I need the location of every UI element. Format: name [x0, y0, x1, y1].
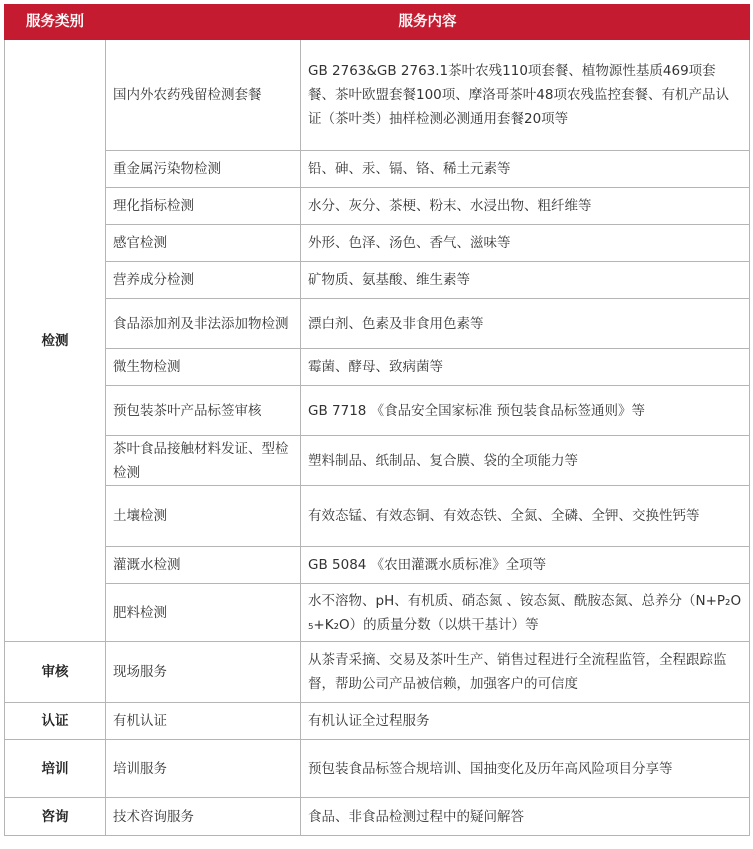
- category-training: 培训: [5, 740, 106, 798]
- service-table: [4, 4, 750, 836]
- service-content: 矿物质、氨基酸、维生素等: [301, 262, 750, 299]
- service-content: GB 7718 《食品安全国家标准 预包装食品标签通则》等: [301, 386, 750, 436]
- table-row: [5, 40, 750, 151]
- service-item: 预包装茶叶产品标签审核: [106, 386, 301, 436]
- table-row: [5, 740, 750, 798]
- header-content: 服务内容: [106, 5, 750, 40]
- table-header-row: [5, 5, 750, 40]
- service-item: 技术咨询服务: [106, 798, 301, 836]
- table-row: [5, 436, 750, 486]
- service-content: 有机认证全过程服务: [301, 703, 750, 740]
- table-row: [5, 262, 750, 299]
- table-row: [5, 584, 750, 642]
- service-content: 食品、非食品检测过程中的疑问解答: [301, 798, 750, 836]
- table-row: [5, 486, 750, 547]
- service-item: 茶叶食品接触材料发证、型检检测: [106, 436, 301, 486]
- service-item: 感官检测: [106, 225, 301, 262]
- category-testing: 检测: [5, 40, 106, 642]
- service-content: 水分、灰分、茶梗、粉末、水浸出物、粗纤维等: [301, 188, 750, 225]
- service-item: 灌溉水检测: [106, 547, 301, 584]
- table-row: [5, 299, 750, 349]
- service-content: GB 5084 《农田灌溉水质标准》全项等: [301, 547, 750, 584]
- table-row: [5, 642, 750, 703]
- service-item: 食品添加剂及非法添加物检测: [106, 299, 301, 349]
- service-item: 国内外农药残留检测套餐: [106, 40, 301, 151]
- service-content: 预包装食品标签合规培训、国抽变化及历年高风险项目分享等: [301, 740, 750, 798]
- service-item: 重金属污染物检测: [106, 151, 301, 188]
- category-consulting: 咨询: [5, 798, 106, 836]
- service-content: 从茶青采摘、交易及茶叶生产、销售过程进行全流程监管，全程跟踪监督，帮助公司产品被信赖，加强客户的可信度: [301, 642, 750, 703]
- service-item: 理化指标检测: [106, 188, 301, 225]
- table-row: [5, 703, 750, 740]
- service-item: 有机认证: [106, 703, 301, 740]
- service-item: 微生物检测: [106, 349, 301, 386]
- category-audit: 审核: [5, 642, 106, 703]
- service-content: 霉菌、酵母、致病菌等: [301, 349, 750, 386]
- table-row: [5, 151, 750, 188]
- service-content: GB 2763&GB 2763.1茶叶农残110项套餐、植物源性基质469项套餐、茶叶欧盟套餐100项、摩洛哥茶叶48项农残监控套餐、有机产品认证（茶叶类）抽样检测必测通用套餐20项等: [301, 40, 750, 151]
- service-content: 漂白剂、色素及非食用色素等: [301, 299, 750, 349]
- service-item: 肥料检测: [106, 584, 301, 642]
- category-certification: 认证: [5, 703, 106, 740]
- table-row: [5, 798, 750, 836]
- service-item: 营养成分检测: [106, 262, 301, 299]
- table-row: [5, 188, 750, 225]
- header-category: 服务类别: [5, 5, 106, 40]
- service-content: 塑料制品、纸制品、复合膜、袋的全项能力等: [301, 436, 750, 486]
- service-item: 现场服务: [106, 642, 301, 703]
- service-item: 土壤检测: [106, 486, 301, 547]
- service-content: 外形、色泽、汤色、香气、滋味等: [301, 225, 750, 262]
- service-item: 培训服务: [106, 740, 301, 798]
- table-row: [5, 547, 750, 584]
- table-row: [5, 225, 750, 262]
- table-row: [5, 349, 750, 386]
- service-content: 铅、砷、汞、镉、铬、稀土元素等: [301, 151, 750, 188]
- service-content: 水不溶物、pH、有机质、硝态氮 、铵态氮、酰胺态氮、总养分（N+P₂O₅+K₂O）的质量分数（以烘干基计）等: [301, 584, 750, 642]
- service-content: 有效态锰、有效态铜、有效态铁、全氮、全磷、全钾、交换性钙等: [301, 486, 750, 547]
- table-row: [5, 386, 750, 436]
